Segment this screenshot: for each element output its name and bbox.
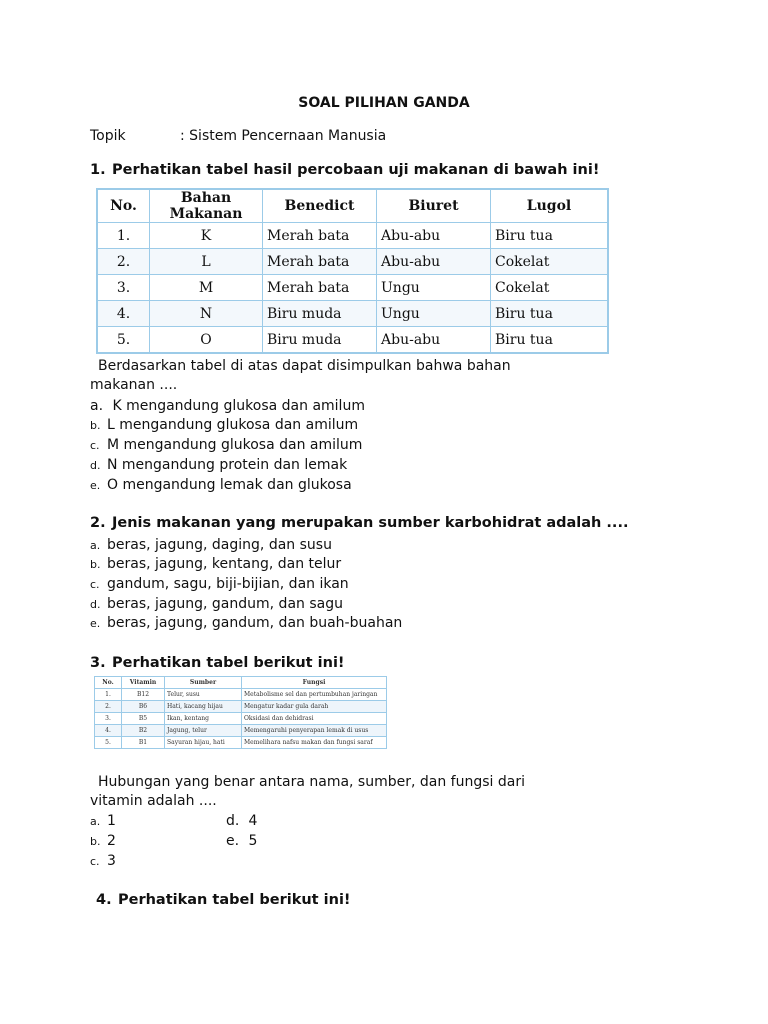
table-cell: 5. — [95, 737, 122, 749]
table-cell: 2. — [97, 249, 150, 275]
table-row — [97, 327, 608, 354]
question-3-text: Perhatikan tabel berikut ini! — [112, 655, 345, 671]
option-text: 3 — [107, 853, 116, 869]
table-header-cell: No. — [97, 189, 150, 223]
table-header-row — [97, 189, 608, 223]
table-cell: N — [150, 301, 263, 327]
table-cell: Biru tua — [491, 327, 609, 354]
table-cell: Biru tua — [491, 223, 609, 249]
table-header-cell: Sumber — [165, 677, 242, 689]
topic-label: Topik — [90, 128, 126, 144]
table-cell: Ikan, kentang — [165, 713, 242, 725]
option-d[interactable] — [90, 596, 343, 612]
option-letter: a. — [90, 398, 104, 414]
table-cell: Jagung, telur — [165, 725, 242, 737]
table-cell: B1 — [122, 737, 165, 749]
table-header-cell: Lugol — [491, 189, 609, 223]
stem-line: makanan .... — [90, 377, 178, 393]
option-text: L mengandung glukosa dan amilum — [107, 417, 359, 433]
table-cell: Ungu — [377, 275, 491, 301]
question-1-text: Perhatikan tabel hasil percobaan uji makanan di bawah ini! — [112, 162, 600, 178]
option-b[interactable] — [90, 833, 116, 849]
table-row — [95, 701, 387, 713]
table-cell: Sayuran hijau, hati — [165, 737, 242, 749]
table-cell: B12 — [122, 689, 165, 701]
table-cell: 2. — [95, 701, 122, 713]
option-letter: e. — [226, 833, 240, 849]
table-cell: K — [150, 223, 263, 249]
option-d[interactable] — [226, 813, 257, 829]
table-cell: 3. — [97, 275, 150, 301]
food-test-table — [96, 188, 609, 354]
table-cell: 4. — [97, 301, 150, 327]
option-letter: a. — [90, 539, 101, 552]
table-cell: 1. — [95, 689, 122, 701]
table-cell: 5. — [97, 327, 150, 354]
table-cell: Memengaruhi penyerapan lemak di usus — [242, 725, 387, 737]
table-row — [97, 223, 608, 249]
table-cell: Merah bata — [263, 249, 377, 275]
option-b[interactable] — [90, 417, 358, 433]
table-cell: Telur, susu — [165, 689, 242, 701]
table-cell: Cokelat — [491, 249, 609, 275]
question-2-number: 2. — [90, 515, 106, 531]
question-3-number: 3. — [90, 655, 106, 671]
option-text: 1 — [107, 813, 116, 829]
table-row — [95, 713, 387, 725]
table-row — [95, 737, 387, 749]
table-row — [97, 249, 608, 275]
table-cell: 1. — [97, 223, 150, 249]
option-letter: d. — [226, 813, 240, 829]
question-4-text: Perhatikan tabel berikut ini! — [118, 892, 351, 908]
table-header-cell: Bahan Makanan — [150, 189, 263, 223]
table-row — [95, 689, 387, 701]
table-cell: Oksidasi dan dehidrasi — [242, 713, 387, 725]
question-1-heading — [90, 162, 599, 178]
question-4-number: 4. — [96, 892, 112, 908]
table-cell: Abu-abu — [377, 249, 491, 275]
table-header-cell: Benedict — [263, 189, 377, 223]
table-row — [97, 301, 608, 327]
option-letter: c. — [90, 439, 100, 452]
option-letter: c. — [90, 855, 100, 868]
vitamin-table — [94, 676, 387, 749]
option-text: O mengandung lemak dan glukosa — [107, 477, 352, 493]
question-3-stem — [90, 773, 525, 811]
table-cell: B5 — [122, 713, 165, 725]
table-cell: O — [150, 327, 263, 354]
option-c[interactable] — [90, 853, 116, 869]
option-text: K mengandung glukosa dan amilum — [112, 398, 365, 414]
table-cell: Abu-abu — [377, 327, 491, 354]
table-cell: 3. — [95, 713, 122, 725]
option-a[interactable] — [90, 537, 332, 553]
option-text: 4 — [248, 813, 258, 829]
option-text: beras, jagung, kentang, dan telur — [107, 556, 342, 572]
question-3-heading — [90, 655, 345, 671]
table-cell: Ungu — [377, 301, 491, 327]
table-header-row — [95, 677, 387, 689]
option-text: 5 — [248, 833, 258, 849]
table-cell: Abu-abu — [377, 223, 491, 249]
option-letter: a. — [90, 815, 101, 828]
option-letter: d. — [90, 598, 101, 611]
option-a[interactable] — [90, 398, 365, 414]
stem-line: Hubungan yang benar antara nama, sumber, dan fungsi dari — [98, 774, 525, 790]
option-text: beras, jagung, gandum, dan buah-buahan — [107, 615, 403, 631]
option-letter: c. — [90, 578, 100, 591]
table-cell: Cokelat — [491, 275, 609, 301]
stem-line: vitamin adalah .... — [90, 793, 217, 809]
option-text: 2 — [107, 833, 116, 849]
option-b[interactable] — [90, 556, 341, 572]
table-cell: Metabolisme sel dan pertumbuhan jaringan — [242, 689, 387, 701]
topic-value: : Sistem Pencernaan Manusia — [180, 128, 387, 144]
stem-line: Berdasarkan tabel di atas dapat disimpulkan bahwa bahan — [98, 358, 511, 374]
option-letter: b. — [90, 835, 101, 848]
option-text: N mengandung protein dan lemak — [107, 457, 348, 473]
table-cell: L — [150, 249, 263, 275]
table-cell: Memelihara nafsu makan dan fungsi saraf — [242, 737, 387, 749]
question-2-text: Jenis makanan yang merupakan sumber karbohidrat adalah .... — [112, 515, 629, 531]
table-row — [95, 725, 387, 737]
question-4-heading — [96, 892, 351, 908]
table-cell: Hati, kacang hijau — [165, 701, 242, 713]
table-header-cell: No. — [95, 677, 122, 689]
table-cell: Biru muda — [263, 327, 377, 354]
table-row — [97, 275, 608, 301]
option-letter: b. — [90, 419, 101, 432]
option-text: beras, jagung, gandum, dan sagu — [107, 596, 343, 612]
table-cell: Mengatur kadar gula darah — [242, 701, 387, 713]
table-cell: Merah bata — [263, 223, 377, 249]
option-letter: e. — [90, 479, 101, 492]
table-header-cell: Biuret — [377, 189, 491, 223]
question-1-stem — [90, 357, 511, 395]
option-letter: e. — [90, 617, 101, 630]
option-text: beras, jagung, daging, dan susu — [107, 537, 332, 553]
table-cell: 4. — [95, 725, 122, 737]
option-letter: d. — [90, 459, 101, 472]
option-c[interactable] — [90, 437, 362, 453]
option-text: M mengandung glukosa dan amilum — [107, 437, 363, 453]
table-header-cell: Vitamin — [122, 677, 165, 689]
table-cell: Biru muda — [263, 301, 377, 327]
topic-line — [90, 128, 386, 144]
option-e[interactable] — [90, 477, 352, 493]
option-d[interactable] — [90, 457, 347, 473]
option-e[interactable] — [90, 615, 402, 631]
question-1-number: 1. — [90, 162, 106, 178]
table-cell: B6 — [122, 701, 165, 713]
option-c[interactable] — [90, 576, 349, 592]
table-cell: Merah bata — [263, 275, 377, 301]
table-cell: Biru tua — [491, 301, 609, 327]
option-letter: b. — [90, 558, 101, 571]
table-cell: M — [150, 275, 263, 301]
option-text: gandum, sagu, biji-bijian, dan ikan — [107, 576, 349, 592]
table-header-cell: Fungsi — [242, 677, 387, 689]
table-cell: B2 — [122, 725, 165, 737]
question-2-heading — [90, 515, 628, 531]
page-title: SOAL PILIHAN GANDA — [298, 95, 470, 111]
option-a[interactable] — [90, 813, 116, 829]
option-e[interactable] — [226, 833, 257, 849]
